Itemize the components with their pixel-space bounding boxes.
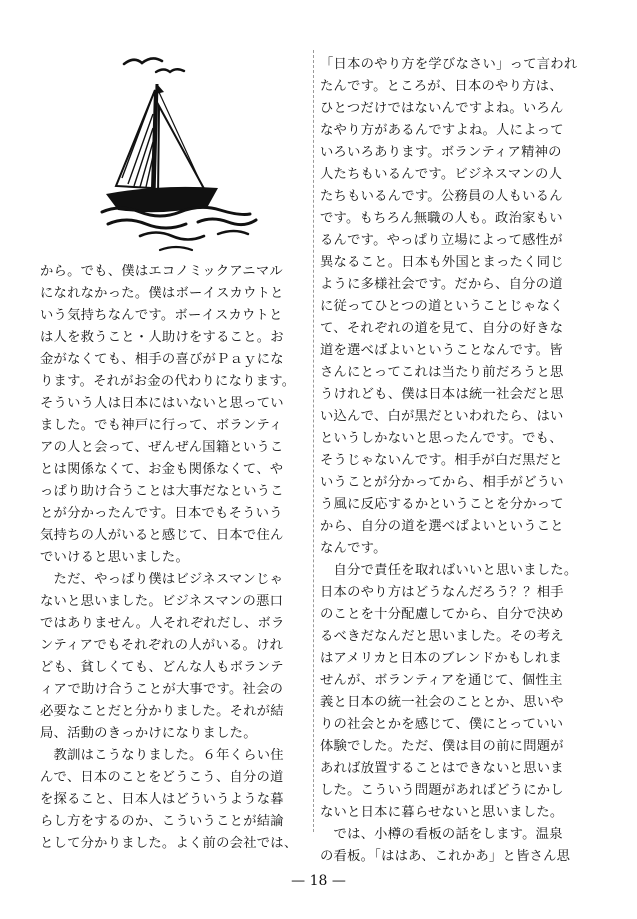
text-line: るんです。やっぱり立場によって感性が	[320, 233, 563, 248]
text-line: 金がなくても、相手の喜びがＰａｙにな	[40, 352, 284, 367]
text-line: として分かりました。よく前の会社では、	[40, 836, 298, 851]
text-line: でいけると思いました。	[40, 550, 190, 565]
text-line: 義と日本の統一社会のこととか、思いや	[320, 695, 564, 710]
text-line: では、小樽の看板の話をします。温泉	[320, 827, 563, 842]
text-line: ないと日本に暮らせないと思いました。	[320, 805, 564, 820]
text-line: になれなかった。僕はボーイスカウトと	[40, 286, 284, 301]
text-line: いうことが分かってから、相手がどうい	[320, 475, 564, 490]
text-line: から、自分の道を選べばよいということ	[320, 519, 564, 534]
text-line: は人を救うこと・人助けをすること。お	[40, 330, 284, 345]
text-line: らし方をするのか、こういうことが結論	[40, 814, 284, 829]
text-line: ひとつだけではないんですよね。いろん	[320, 101, 564, 116]
text-line: て、それぞれの道を見て、自分の好きな	[320, 321, 564, 336]
text-line: 道を選べばよいということなんです。皆	[320, 343, 563, 358]
text-line: ました。でも神戸に行って、ボランティ	[40, 418, 283, 433]
text-line: とが分かったんです。日本でもそういう	[40, 506, 283, 521]
text-line: いろいろあります。ボランティア精神の	[320, 145, 562, 160]
sailboat-icon	[100, 46, 272, 266]
text-line: たんです。ところが、日本のやり方は、	[320, 79, 563, 94]
text-line: はアメリカと日本のブレンドかもしれま	[320, 651, 563, 666]
text-line: ンティアでもそれぞれの人がいる。けれ	[40, 638, 284, 653]
text-line: とは関係なくて、お金も関係なくて、や	[40, 462, 284, 477]
page-number: — 18 —	[291, 873, 346, 889]
text-line: ども、貧しくても、どんな人もボランテ	[40, 660, 284, 675]
text-line: を探ること、日本人はどういうような暮	[40, 792, 284, 807]
text-line: いう気持ちなんです。ボーイスカウトと	[40, 308, 283, 323]
text-line: ただ、やっぱり僕はビジネスマンじゃ	[40, 572, 284, 587]
text-line: 教訓はこうなりました。６年くらい住	[40, 748, 284, 763]
text-line: たちもいるんです。公務員の人もいるん	[320, 189, 563, 204]
text-line: るべきだなんだと思いました。その考え	[320, 629, 564, 644]
text-line: の看板。「ははあ、これかあ」と皆さん思	[320, 849, 571, 864]
text-line: ないと思いました。ビジネスマンの悪口	[40, 594, 284, 609]
text-line: 異なること。日本も外国とまったく同じ	[320, 255, 564, 270]
text-line: そうじゃないんです。相手が白だ黒だと	[320, 453, 563, 468]
text-line: です。もちろん無職の人も。政治家もい	[320, 211, 563, 226]
text-line: のことを十分配慮してから、自分で決め	[320, 607, 564, 622]
text-line: から。でも、僕はエコノミックアニマル	[40, 264, 283, 279]
text-line: なんです。	[320, 541, 387, 556]
text-line: 局、活動のきっかけになりました。	[40, 726, 257, 741]
text-line: 「日本のやり方を学びなさい」って言われ	[320, 57, 578, 72]
text-line: う風に反応するかということを分かって	[320, 497, 564, 512]
text-line: ィアで助け合うことが大事です。社会の	[40, 682, 284, 697]
text-line: うけれども、僕は日本は統一社会だと思	[320, 387, 564, 402]
text-line: ります。それがお金の代わりになります。	[40, 374, 296, 389]
text-line: ではありません。人それぞれだし、ボラ	[40, 616, 285, 631]
text-line: 必要なことだと分かりました。それが結	[40, 704, 284, 719]
text-line: ように多様社会です。だから、自分の道	[320, 277, 563, 292]
text-line: した。こういう問題があればどうにかし	[320, 783, 564, 798]
text-line: というしかないと思ったんです。でも、	[320, 431, 563, 446]
text-line: りの社会とかを感じて、僕にとっていい	[320, 717, 564, 732]
text-line: んで、日本のことをどうこう、自分の道	[40, 770, 284, 785]
text-line: そういう人は日本にはいないと思ってい	[40, 396, 284, 411]
text-line: 体験でした。ただ、僕は目の前に問題が	[320, 739, 564, 754]
text-line: せんが、ボランティアを通じて、個性主	[320, 673, 563, 688]
text-line: に従ってひとつの道ということじゃなく	[320, 299, 564, 314]
text-line: あれば放置することはできないと思いま	[320, 761, 564, 776]
text-line: っぱり助け合うことは大事だなというこ	[40, 484, 284, 499]
text-line: 日本のやり方はどうなんだろう？？相手	[320, 585, 564, 600]
text-line: 人たちもいるんです。ビジネスマンの人	[320, 167, 563, 182]
text-line: い込んで、白が黒だといわれたら、はい	[320, 409, 564, 424]
text-line: さんにとってこれは当たり前だろうと思	[320, 365, 564, 380]
text-line: なやり方があるんですよね。人によって	[320, 123, 564, 138]
column-divider	[313, 50, 314, 832]
text-line: アの人と会って、ぜんぜん国籍というこ	[40, 440, 284, 455]
text-line: 気持ちの人がいると感じて、日本で住ん	[40, 528, 284, 543]
text-line: 自分で責任を取ればいいと思いました。	[320, 563, 578, 578]
